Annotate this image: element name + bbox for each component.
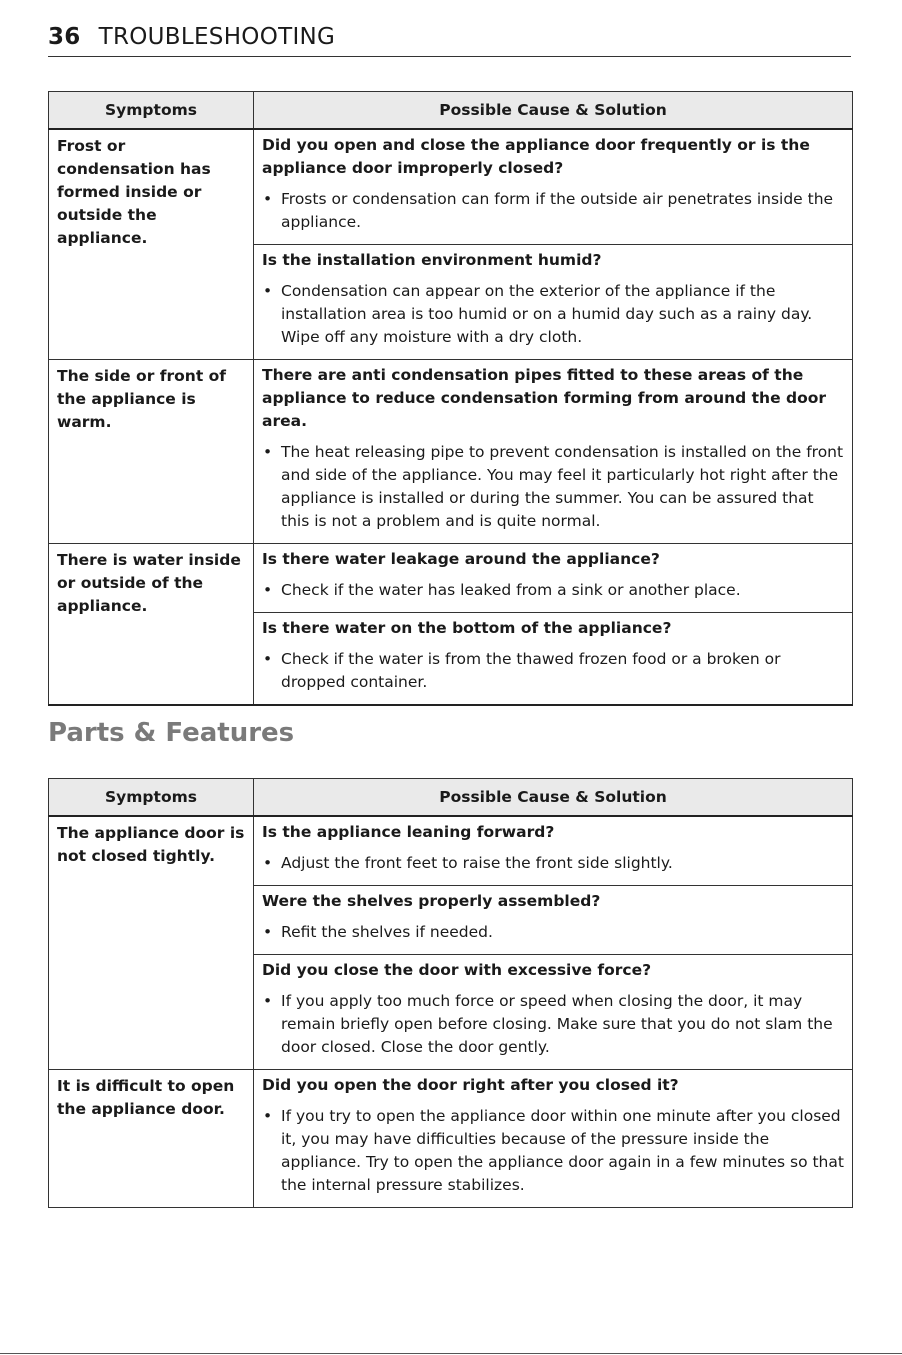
- symptom-cell: The side or front of the appliance is warm.: [49, 360, 254, 544]
- cause-question: Is the appliance leaning forward?: [262, 823, 555, 841]
- cause-cell: [254, 129, 853, 245]
- cause-question: Were the shelves properly assembled?: [262, 892, 601, 910]
- cause-cell: [254, 886, 853, 955]
- solution-text: Refit the shelves if needed.: [281, 923, 493, 941]
- cause-cell: [254, 613, 853, 706]
- section-title: Parts & Features: [48, 718, 295, 748]
- cause-cell: [254, 1070, 853, 1208]
- solution-text: Condensation can appear on the exterior of the appliance if the installation area is too humid or on a humid day such as a rainy day. Wipe off any moisture with a dry cloth.: [281, 282, 813, 346]
- symptom-cell: There is water inside or outside of the appliance.: [49, 544, 254, 706]
- cause-cell: [254, 816, 853, 886]
- cause-question: Did you open the door right after you closed it?: [262, 1076, 679, 1094]
- table-header-row: [49, 92, 853, 130]
- cause-cell: [254, 544, 853, 613]
- cause-question: There are anti condensation pipes fitted to these areas of the appliance to reduce condensation forming from around the door area.: [262, 366, 827, 430]
- solution-text: If you try to open the appliance door within one minute after you closed it, you may have difficulties because of the pressure inside the appliance. Try to open the appliance door again in a few minutes so that the internal pressure stabilizes.: [281, 1107, 844, 1194]
- solution-bullet: [262, 579, 844, 602]
- cause-question: Is there water leakage around the appliance?: [262, 550, 660, 568]
- footer-rule: [0, 1353, 902, 1354]
- symptom-cell: Frost or condensation has formed inside or outside the appliance.: [49, 129, 254, 360]
- cause-question: Did you open and close the appliance door frequently or is the appliance door improperly closed?: [262, 136, 810, 177]
- page-header: [48, 18, 851, 57]
- symptoms-header: Symptoms: [49, 92, 254, 130]
- solution-text: Frosts or condensation can form if the outside air penetrates inside the appliance.: [281, 190, 834, 231]
- solution-bullet: [262, 852, 844, 875]
- table-header-row: [49, 779, 853, 817]
- cause-header: Possible Cause & Solution: [254, 92, 853, 130]
- bullet-icon: •: [263, 650, 273, 668]
- bullet-icon: •: [263, 854, 273, 872]
- bullet-icon: •: [263, 992, 273, 1010]
- cause-question: Is there water on the bottom of the appliance?: [262, 619, 672, 637]
- table-row: [49, 129, 853, 245]
- solution-bullet: [262, 1105, 844, 1197]
- solution-bullet: [262, 188, 844, 234]
- solution-bullet: [262, 990, 844, 1059]
- page-title: TROUBLESHOOTING: [98, 24, 336, 50]
- bullet-icon: •: [263, 443, 273, 461]
- page-number: 36: [48, 24, 81, 50]
- cause-question: Is the installation environment humid?: [262, 251, 602, 269]
- symptom-cell: It is difficult to open the appliance door.: [49, 1070, 254, 1208]
- solution-text: Check if the water is from the thawed frozen food or a broken or dropped container.: [281, 650, 781, 691]
- cause-cell: [254, 360, 853, 544]
- bullet-icon: •: [263, 282, 273, 300]
- cause-cell: [254, 955, 853, 1070]
- bullet-icon: •: [263, 190, 273, 208]
- table-row: [49, 816, 853, 886]
- cause-question: Did you close the door with excessive force?: [262, 961, 652, 979]
- bullet-icon: •: [263, 581, 273, 599]
- troubleshooting-table: [48, 91, 853, 706]
- symptom-cell: The appliance door is not closed tightly.: [49, 816, 254, 1070]
- symptoms-header: Symptoms: [49, 779, 254, 817]
- bullet-icon: •: [263, 1107, 273, 1125]
- parts-features-table: [48, 778, 853, 1208]
- cause-cell: [254, 245, 853, 360]
- solution-bullet: [262, 921, 844, 944]
- solution-text: Check if the water has leaked from a sink or another place.: [281, 581, 741, 599]
- bullet-icon: •: [263, 923, 273, 941]
- table-row: [49, 1070, 853, 1208]
- cause-header: Possible Cause & Solution: [254, 779, 853, 817]
- solution-bullet: [262, 441, 844, 533]
- solution-text: The heat releasing pipe to prevent condensation is installed on the front and side of the appliance. You may feel it particularly hot right after the appliance is installed or during the summer. You can be assured that this is not a problem and is quite normal.: [281, 443, 844, 530]
- solution-text: Adjust the front feet to raise the front side slightly.: [281, 854, 673, 872]
- table-row: [49, 544, 853, 613]
- solution-bullet: [262, 648, 844, 694]
- table-row: [49, 360, 853, 544]
- solution-bullet: [262, 280, 844, 349]
- solution-text: If you apply too much force or speed when closing the door, it may remain briefly open before closing. Make sure that you do not slam the door closed. Close the door gently.: [281, 992, 833, 1056]
